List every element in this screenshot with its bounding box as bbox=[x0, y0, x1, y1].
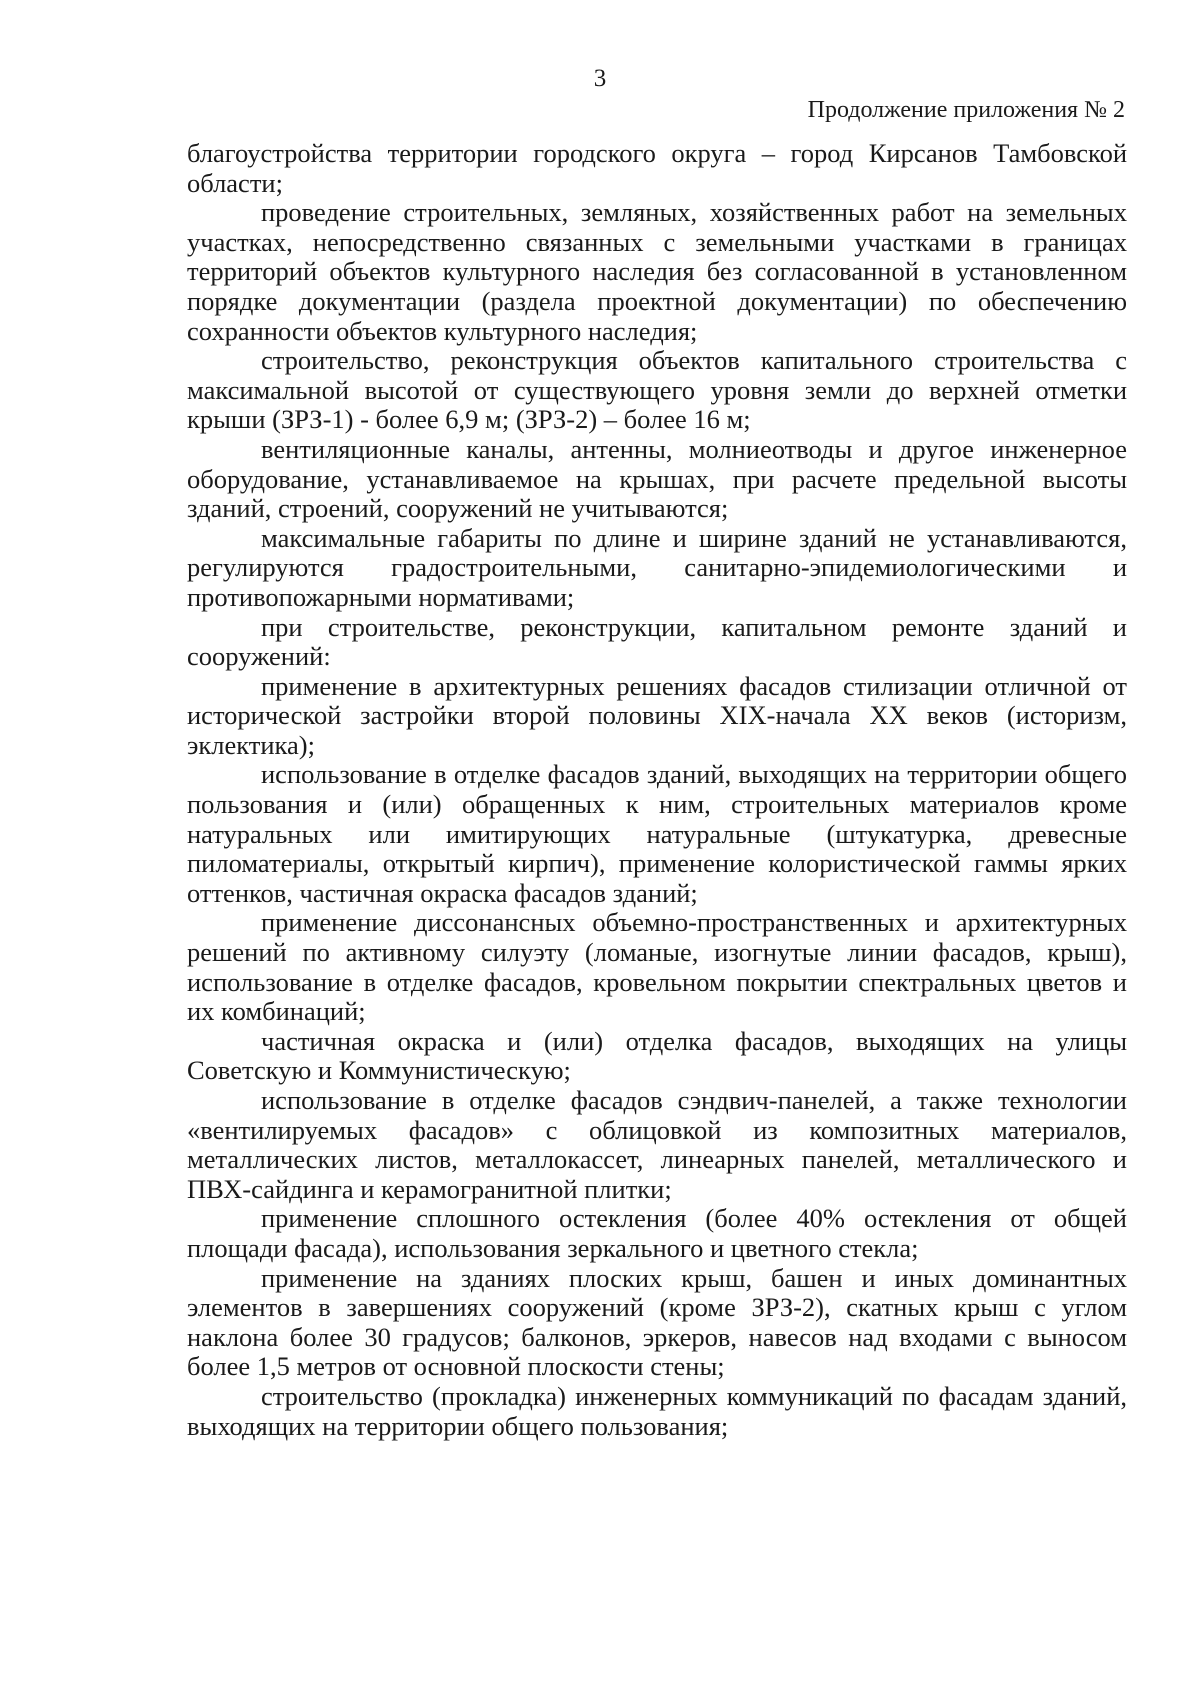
paragraph: проведение строительных, земляных, хозяйственных работ на земельных участках, непосредственно связанных с земельными участками в границах территорий объектов культурного наследия без согласованной в установленном порядке документации (раздела проектной документации) по обеспечению сохранности объектов культурного наследия; bbox=[187, 197, 1127, 346]
page-number: 3 bbox=[593, 65, 607, 92]
paragraph: применение сплошного остекления (более 40% остекления от общей площади фасада), использования зеркального и цветного стекла; bbox=[187, 1203, 1127, 1263]
paragraph: благоустройства территории городского округа – город Кирсанов Тамбовской области; bbox=[187, 138, 1127, 198]
paragraph: применение в архитектурных решениях фасадов стилизации отличной от исторической застройки второй половины XIX-начала XX веков (историзм, эклектика); bbox=[187, 670, 1127, 760]
paragraph: вентиляционные каналы, антенны, молниеотводы и другое инженерное оборудование, устанавливаемое на крышах, при расчете предельной высоты зданий, строений, сооружений не учитываются; bbox=[187, 433, 1127, 524]
paragraph: применение диссонансных объемно-пространственных и архитектурных решений по активному силуэту (ломаные, изогнутые линии фасадов, крыш), использование в отделке фасадов, кровельном покрытии спектральных цветов и их комбинаций; bbox=[187, 907, 1127, 1027]
appendix-continuation-note: Продолжение приложения № 2 bbox=[807, 97, 1125, 123]
paragraph: максимальные габариты по длине и ширине зданий не устанавливаются, регулируются градостроительными, санитарно-эпидемиологическими и противопожарными нормативами; bbox=[187, 522, 1127, 612]
document-body bbox=[187, 139, 1127, 1441]
paragraph: использование в отделке фасадов зданий, выходящих на территории общего пользования и (или) обращенных к ним, строительных материалов кроме натуральных или имитирующих натуральные (штукатурка, древесные пиломатериалы, открытый кирпич), применение колористической гаммы ярких оттенков, частичная окраска фасадов зданий; bbox=[187, 759, 1127, 908]
paragraph: частичная окраска и (или) отделка фасадов, выходящих на улицы Советскую и Коммунистическую; bbox=[187, 1025, 1127, 1086]
paragraph: при строительстве, реконструкции, капитальном ремонте зданий и сооружений: bbox=[187, 611, 1127, 672]
paragraph: строительство, реконструкция объектов капитального строительства с максимальной высотой от существующего уровня земли до верхней отметки крыши (ЗРЗ-1) - более 6,9 м; (ЗРЗ-2) – более 16 м; bbox=[187, 345, 1127, 435]
paragraph: применение на зданиях плоских крыш, башен и иных доминантных элементов в завершениях сооружений (кроме ЗРЗ-2), скатных крыш с углом наклона более 30 градусов; балконов, эркеров, навесов над входами с выносом более 1,5 метров от основной плоскости стены; bbox=[187, 1262, 1127, 1382]
paragraph: строительство (прокладка) инженерных коммуникаций по фасадам зданий, выходящих на территории общего пользования; bbox=[187, 1380, 1127, 1441]
paragraph: использование в отделке фасадов сэндвич-панелей, а также технологии «вентилируемых фасадов» с облицовкой из композитных материалов, металлических листов, металлокассет, линеарных панелей, металлического и ПВХ-сайдинга и керамогранитной плитки; bbox=[187, 1085, 1127, 1204]
